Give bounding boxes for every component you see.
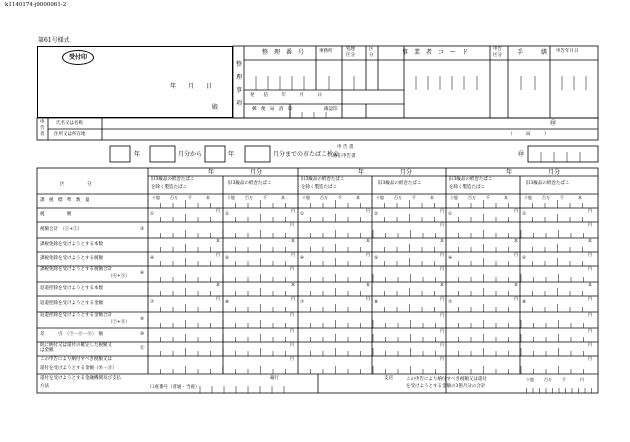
period-to: 月分までの市たばこ税の [273, 151, 340, 158]
row-6-group-0-unit: 円 [290, 266, 294, 271]
applicant-seal-mark: ㊞ [550, 120, 557, 127]
row-5-cell-3-mark: ⑤ [374, 256, 379, 261]
receipt-stamp-label: 受付印 [69, 54, 88, 61]
total-digit-0: 十億 [526, 377, 534, 382]
row-11-group-2-unit: 円 [588, 342, 592, 347]
row-11-label: 既に納付又は還付の確定した税額又 [40, 343, 112, 348]
row-12-group-0-unit: 円 [290, 356, 294, 361]
total-digit-3: 円 [580, 377, 584, 382]
row-2-label: 税 額 [40, 211, 72, 217]
addressee-suffix: 殿 [212, 104, 219, 111]
row-9-mark: ⑨ [140, 316, 145, 322]
digit-h-2-0: 十億 [302, 195, 310, 200]
applicant-name-label: 氏名又は名称 [56, 121, 83, 126]
row-12-label: この申告により納付すべき税額又は [40, 357, 112, 362]
row-3-group-2-unit: 円 [588, 222, 592, 227]
row-9-label2: （⑦+⑧） [108, 320, 130, 325]
row-10-group-2-unit: 円 [588, 328, 592, 333]
digit-h-0-0: 十億 [152, 195, 160, 200]
row-9-label: 返還控除を受けようとする金額合計 [40, 313, 112, 318]
digit-h-3-0: 十億 [376, 195, 384, 200]
total-digit-1: 百万 [544, 377, 552, 382]
col-group-2-month: 月分 [548, 169, 561, 176]
row-8-cell-4-unit: 円 [514, 296, 518, 301]
digit-h-2-2: 千 [338, 195, 342, 200]
row-6-group-2-unit: 円 [588, 266, 592, 271]
row-6-mark: ⑥ [140, 270, 145, 276]
digit-h-5-3: 本 [578, 195, 582, 200]
col-group-1-month: 月分 [400, 169, 413, 176]
digit-h-1-1: 百万 [245, 195, 253, 200]
row-8-cell-0-unit: 円 [216, 296, 220, 301]
digit-h-5-0: 十億 [524, 195, 532, 200]
period-year2: 年 [228, 151, 235, 158]
row-5-cell-1-unit: 円 [291, 252, 295, 257]
row-2-cell-4-unit: 円 [514, 208, 518, 213]
digit-h-4-1: 百万 [468, 195, 476, 200]
digit-h-5-1: 百万 [542, 195, 550, 200]
digit-h-5-2: 千 [560, 195, 564, 200]
row-5-cell-5-unit: 円 [588, 252, 592, 257]
bank-label-1: 還付を受けようとする金融機関及び支払 [40, 376, 121, 381]
row-10-group-1-unit: 円 [440, 328, 444, 333]
digit-h-0-3: 本 [206, 195, 210, 200]
row-2-cell-1-unit: 円 [291, 208, 295, 213]
digit-h-2-3: 本 [356, 195, 360, 200]
row-10-mark: ⑩ [140, 331, 145, 337]
row-5-cell-0-unit: 円 [216, 252, 220, 257]
row-9-group-0-unit: 円 [290, 312, 294, 317]
row-4-cell-4-unit: 本 [514, 238, 518, 243]
digit-h-4-2: 千 [486, 195, 490, 200]
row-5-cell-4-mark: ④ [448, 256, 453, 261]
row-5-cell-5-mark: ⑤ [522, 256, 527, 261]
digit-h-4-3: 本 [504, 195, 508, 200]
row-5-cell-1-mark: ⑤ [225, 256, 230, 261]
row-7-cell-4-unit: 本 [514, 282, 518, 287]
row-7-label: 返還控除を受けようとする本数 [40, 285, 103, 291]
header-shori-kubun: 処理 区分 [346, 47, 355, 58]
header-ku: 区 分 [369, 47, 374, 58]
col-group-0-type1-line2: を除く製造たばこ [151, 185, 187, 190]
row-11-group-1-unit: 円 [440, 342, 444, 347]
row-3-mark: ③ [140, 226, 145, 232]
period-year1: 年 [134, 151, 141, 158]
form-number: 第61号様式 [38, 37, 70, 44]
row-4-cell-0-unit: 本 [216, 238, 220, 243]
row-7-cell-3-unit: 本 [440, 282, 444, 287]
row-7-cell-5-unit: 本 [588, 282, 592, 287]
applicant-address-label: 住所又は所在地 [54, 132, 86, 137]
bank-koza: 口座番号（普通・当座） [150, 385, 200, 390]
row-8-cell-5-unit: 円 [588, 296, 592, 301]
row-8-cell-2-mark: ⑦ [300, 300, 305, 305]
row-2-cell-4-mark: ① [448, 212, 453, 217]
col-group-1-type1-line1: 旧3級品の紙巻たばこ [301, 177, 345, 182]
row-8-cell-1-unit: 円 [291, 296, 295, 301]
row-4-cell-3-unit: 本 [440, 238, 444, 243]
header-jigyosha-code: 事 業 者 コ ー ド [402, 49, 469, 56]
row-10-group-0-unit: 円 [290, 328, 294, 333]
row-7-cell-2-unit: 本 [366, 282, 370, 287]
row-1-label: 課 税 標 準 数 量 [40, 197, 90, 203]
seal-mark-2: ㊞ [518, 151, 525, 158]
header-temae: 手 繕 [517, 49, 548, 56]
row-8-cell-0-mark: ⑦ [150, 300, 155, 305]
row-4-label: 課税免除を受けようとする本数 [40, 241, 103, 247]
row-10-label: 差 引 （③－⑥－⑨） 額 [40, 331, 103, 337]
col-group-2-type2: 旧3級品の紙巻たばこ [526, 181, 570, 186]
header-shinkoku-nengappi: 申告年月日 [556, 49, 579, 54]
row-8-label: 返還控除を受けようとする金額 [40, 300, 103, 306]
header-jimusho: 事務所 [319, 49, 333, 54]
applicant-side-label: 申 告 者 [40, 120, 45, 137]
row-4-cell-1-unit: 本 [291, 238, 295, 243]
total-digit-2: 千 [562, 377, 566, 382]
col-group-0-year: 年 [208, 169, 215, 176]
digit-h-1-0: 十億 [227, 195, 235, 200]
hasshin-label: 発 信 年 月 日 [250, 93, 322, 98]
row-5-cell-3-unit: 円 [440, 252, 444, 257]
digit-h-1-3: 本 [281, 195, 285, 200]
header-seiri-bango: 整 理 番 号 [262, 49, 305, 56]
bank-ginko: 銀行 [270, 376, 279, 381]
row-2-cell-2-mark: ① [300, 212, 305, 217]
row-6-label2: （④+⑤） [108, 274, 130, 279]
row-7-cell-0-unit: 本 [216, 282, 220, 287]
row-7-cell-1-unit: 本 [291, 282, 295, 287]
row-2-cell-0-mark: ① [150, 212, 155, 217]
row-3-label: 税額合計 （①+②） [40, 226, 83, 232]
row-8-cell-1-mark: ⑧ [225, 300, 230, 305]
col-group-2-year: 年 [506, 169, 513, 176]
row-8-cell-3-mark: ⑧ [374, 300, 379, 305]
period-kind1: 申 告 書 [337, 145, 354, 150]
applicant-address-field[interactable] [104, 130, 504, 139]
yubin-label: 郵 便 局 消 印 [252, 107, 293, 112]
digit-h-3-2: 千 [412, 195, 416, 200]
row-11-label2: は金額 [40, 348, 54, 353]
row-11-group-0-unit: 円 [290, 342, 294, 347]
row-3-group-0-unit: 円 [290, 222, 294, 227]
period-kind2: 修正申告書 [333, 154, 356, 159]
row-5-cell-2-mark: ④ [300, 256, 305, 261]
row-2-cell-5-mark: ② [522, 212, 527, 217]
col-group-0-month: 月分 [250, 169, 263, 176]
bank-label-2: 方法 [40, 384, 49, 389]
row-5-cell-0-mark: ④ [150, 256, 155, 261]
row-12-group-1-unit: 円 [440, 356, 444, 361]
row-8-cell-3-unit: 円 [440, 296, 444, 301]
row-0-label: 区 分 [60, 181, 92, 187]
row-9-group-2-unit: 円 [588, 312, 592, 317]
digit-h-3-3: 本 [430, 195, 434, 200]
bank-shiten: 支店 [384, 376, 393, 381]
col-group-2-type1-line2: を除く製造たばこ [449, 185, 485, 190]
row-2-cell-2-unit: 円 [366, 208, 370, 213]
applicant-name-field[interactable] [104, 119, 546, 128]
row-6-label: 課税免除を受けようとする税額合計 [40, 267, 112, 272]
row-2-cell-1-mark: ② [225, 212, 230, 217]
period-from: 月分から [178, 151, 203, 158]
digit-h-0-2: 千 [188, 195, 192, 200]
row-2-cell-0-unit: 円 [216, 208, 220, 213]
applicant-phone: （ 局 ） [508, 132, 549, 137]
row-6-group-1-unit: 円 [440, 266, 444, 271]
row-5-label: 課税免除を受けようとする税額 [40, 255, 103, 261]
digit-h-1-2: 千 [263, 195, 267, 200]
digit-h-4-0: 十億 [450, 195, 458, 200]
col-group-1-year: 年 [358, 169, 365, 176]
row-5-cell-2-unit: 円 [366, 252, 370, 257]
col-group-0-type1-line1: 旧3級品の紙巻たばこ [151, 177, 195, 182]
processing-side-label: 整 理 事 項 [236, 61, 243, 107]
digit-h-3-1: 百万 [394, 195, 402, 200]
digit-h-2-1: 百万 [320, 195, 328, 200]
col-group-0-type2: 旧3級品の紙巻たばこ [228, 181, 272, 186]
col-group-1-type2: 旧3級品の紙巻たばこ [378, 181, 422, 186]
total-label-1: この申告により納付すべき税額又は還付 [406, 377, 487, 382]
kakunin-label: 確認印 [324, 107, 338, 112]
document-id: k1140174-j9000061-2 [5, 2, 67, 8]
row-5-cell-4-unit: 円 [514, 252, 518, 257]
digit-h-0-1: 百万 [170, 195, 178, 200]
row-4-cell-5-unit: 本 [588, 238, 592, 243]
col-group-1-type1-line2: を除く製造たばこ [301, 185, 337, 190]
header-shinkoku-kubun: 申告 区分 [493, 47, 502, 58]
row-8-cell-4-mark: ⑦ [448, 300, 453, 305]
total-label-2: を受けようとする金額の3箇月分の合計 [406, 384, 486, 389]
row-4-cell-2-unit: 本 [366, 238, 370, 243]
row-12-label2: 還付を受けようとする金額（⑩－⑪） [40, 366, 117, 371]
row-2-cell-3-mark: ② [374, 212, 379, 217]
row-2-cell-3-unit: 円 [440, 208, 444, 213]
col-group-2-type1-line1: 旧3級品の紙巻たばこ [449, 177, 493, 182]
row-8-cell-2-unit: 円 [366, 296, 370, 301]
row-12-group-2-unit: 円 [588, 356, 592, 361]
row-8-cell-5-mark: ⑧ [522, 300, 527, 305]
row-2-cell-5-unit: 円 [588, 208, 592, 213]
submission-date: 年 月 日 [170, 83, 213, 90]
row-3-group-1-unit: 円 [440, 222, 444, 227]
row-9-group-1-unit: 円 [440, 312, 444, 317]
row-11-mark: ⑪ [140, 345, 145, 351]
